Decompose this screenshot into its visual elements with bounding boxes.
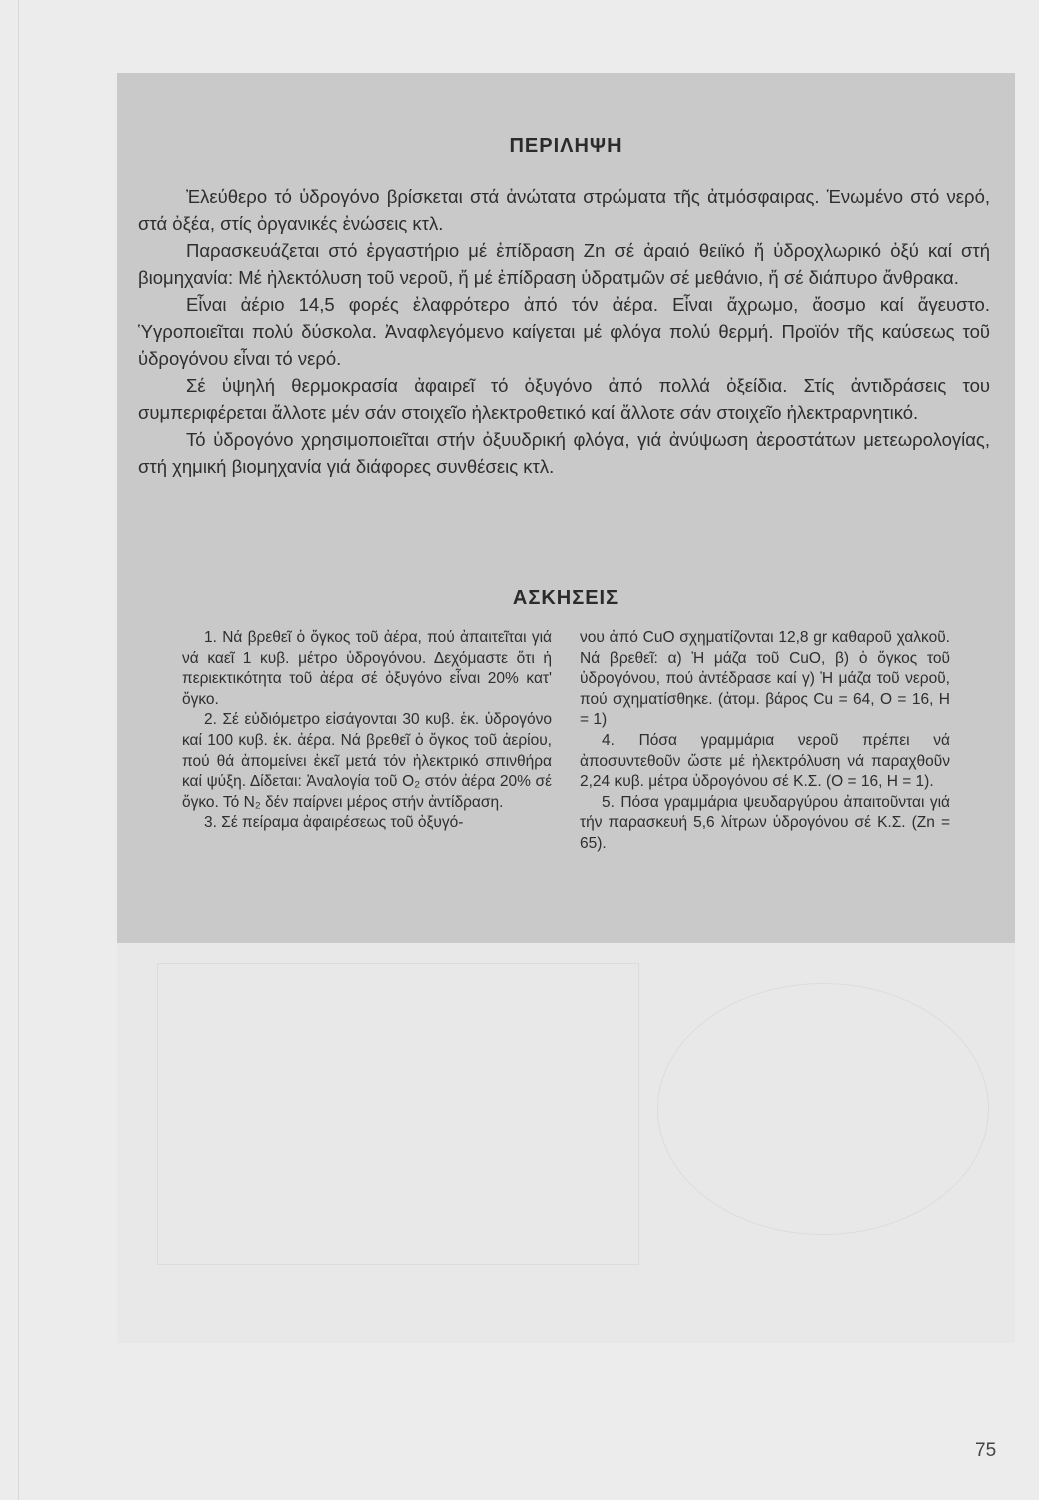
exercises-left-column	[182, 628, 552, 834]
page-edge	[18, 0, 19, 1500]
exercises-title: ΑΣΚΗΣΕΙΣ	[512, 587, 620, 609]
exercise-item: 4. Πόσα γραμμάρια νεροῦ πρέπει νά ἀποσυντεθοῦν ὥστε μέ ἠλεκτρόλυση νά παραχθοῦν 2,24 κυβ. μέτρα ὑδρογόνου σέ Κ.Σ. (O = 16, H = 1).	[580, 731, 950, 791]
bleed-through-table	[157, 963, 639, 1265]
summary-paragraph: Εἶναι ἀέριο 14,5 φορές ἐλαφρότερο ἀπό τόν ἀέρα. Εἶναι ἄχρωμο, ἄοσμο καί ἄγευστο. Ὑγροποιεῖται πολύ δύσκολα. Ἀναφλεγόμενο καίγεται μέ φλόγα πολύ θερμή. Προϊόν τῆς καύσεως τοῦ ὑδρογόνου εἶναι τό νερό.	[138, 294, 990, 369]
exercise-item: 1. Νά βρεθεῖ ὁ ὄγκος τοῦ ἀέρα, πού ἀπαιτεῖται γιά νά καεῖ 1 κυβ. μέτρο ὑδρογόνου. Δεχόμαστε ὅτι ἡ περιεκτικότητα τοῦ ἀέρα σέ ὀξυγόνο εἶναι 20% κατ' ὄγκο.	[182, 629, 552, 708]
exercise-item: 2. Σέ εὐδιόμετρο εἰσάγονται 30 κυβ. ἑκ. ὑδρογόνο καί 100 κυβ. ἑκ. ἀέρα. Νά βρεθεῖ ὁ ὄγκος τοῦ ἀερίου, πού θά ἀπομείνει ἐκεῖ μετά τόν ἠλεκτρικό σπινθήρα καί ψύξη. Δίδεται: Ἀναλογία τοῦ O₂ στόν ἀέρα 20% σέ ὄγκο. Τό N₂ δέν παίρνει μέρος στήν ἀντίδραση.	[182, 711, 552, 811]
summary-paragraph: Ἐλεύθερο τό ὑδρογόνο βρίσκεται στά ἀνώτατα στρώματα τῆς ἀτμόσφαιρας. Ἑνωμένο στό νερό, στά ὀξέα, στίς ὀργανικές ἐνώσεις κτλ.	[138, 186, 990, 234]
exercise-item-continuation: νου ἀπό CuO σχηματίζονται 12,8 gr καθαροῦ χαλκοῦ. Νά βρεθεῖ: α) Ἡ μάζα τοῦ CuO, β) ὁ ὄγκος τοῦ ὑδρογόνου, πού ἀντέδρασε καί γ) Ἡ μάζα τοῦ νεροῦ, πού σχηματίσθηκε. (ἀτομ. βάρος Cu = 64, O = 16, H = 1)	[580, 629, 950, 729]
bleed-through-area	[117, 943, 1015, 1343]
exercises-right-column	[580, 628, 950, 855]
summary-paragraph: Σέ ὑψηλή θερμοκρασία ἀφαιρεῖ τό ὀξυγόνο ἀπό πολλά ὀξείδια. Στίς ἀντιδράσεις του συμπεριφέρεται ἄλλοτε μέν σάν στοιχεῖο ἠλεκτροθετικό καί ἄλλοτε σάν στοιχεῖο ἠλεκτραρνητικό.	[138, 375, 990, 423]
page-number: 75	[975, 1440, 997, 1461]
summary-paragraph: Τό ὑδρογόνο χρησιμοποιεῖται στήν ὀξυυδρική φλόγα, γιά ἀνύψωση ἀεροστάτων μετεωρολογίας, στή χημική βιομηχανία γιά διάφορες συνθέσεις κτλ.	[138, 429, 990, 477]
bleed-through-figure	[657, 983, 989, 1235]
summary-text	[138, 183, 990, 480]
exercise-item: 5. Πόσα γραμμάρια ψευδαργύρου ἀπαιτοῦνται γιά τήν παρασκευή 5,6 λίτρων ὑδρογόνου σέ Κ.Σ. (Zn = 65).	[580, 793, 950, 852]
summary-paragraph: Παρασκευάζεται στό ἐργαστήριο μέ ἐπίδραση Zn σέ ἀραιό θειϊκό ἤ ὑδροχλωρικό ὀξύ καί στή βιομηχανία: Μέ ἠλεκτόλυση τοῦ νεροῦ, ἤ μέ ἐπίδραση ὑδρατμῶν σέ μεθάνιο, ἤ σέ διάπυρο ἄνθρακα.	[138, 240, 990, 288]
summary-title: ΠΕΡΙΛΗΨΗ	[509, 135, 623, 157]
exercise-item: 3. Σέ πείραμα ἀφαιρέσεως τοῦ ὀξυγό-	[204, 814, 464, 832]
